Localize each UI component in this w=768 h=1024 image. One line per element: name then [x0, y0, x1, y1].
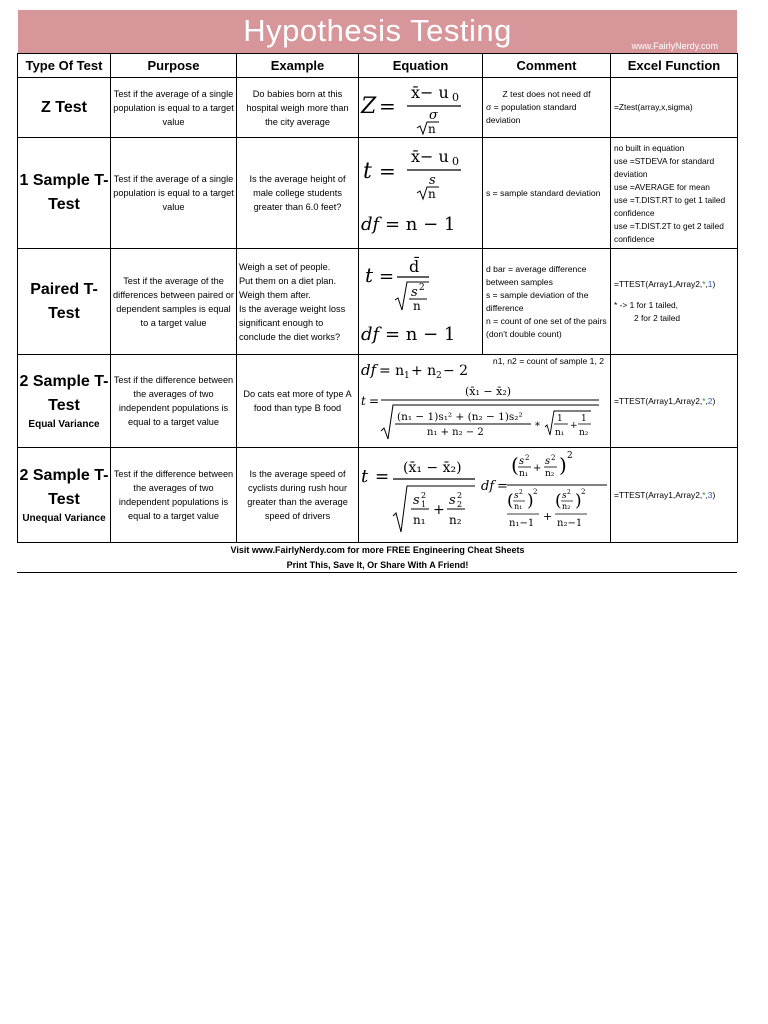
svg-text:n₂: n₂: [449, 513, 462, 527]
svg-text:1: 1: [581, 414, 587, 424]
svg-text:x̄− u: x̄− u: [411, 147, 449, 166]
footer-rule: [17, 572, 737, 573]
svg-text:=: =: [379, 93, 396, 118]
excel-formula: =TTEST(Array1,Array2,*,1): [614, 279, 716, 289]
svg-text:2: 2: [533, 488, 538, 496]
svg-text:+: +: [433, 502, 445, 518]
svg-text:=: =: [369, 394, 380, 408]
equation-2-sample-equal: [359, 355, 611, 448]
svg-text:n₂: n₂: [545, 469, 555, 479]
comment-line: d bar = average difference between samples: [486, 263, 587, 287]
excel-note: 2 for 2 tailed: [634, 313, 681, 323]
excel-line: no built in equation: [614, 143, 685, 153]
svg-text:2: 2: [436, 371, 442, 381]
equation-z: [359, 78, 483, 138]
example-text: Do babies born at this hospital weigh more than the city average: [237, 78, 359, 138]
table-header-row: [18, 54, 738, 78]
excel-fn: =TTEST(Array1,Array2,: [614, 279, 703, 289]
test-type: Paired T-Test: [18, 249, 111, 355]
svg-text:s: s: [413, 493, 420, 508]
svg-text:Z: Z: [361, 93, 377, 119]
svg-text:n₁: n₁: [555, 428, 565, 438]
example-line: Weigh them after.: [239, 289, 311, 300]
comment-cell: [483, 138, 611, 249]
svg-text:= n − 1: = n − 1: [385, 323, 456, 345]
svg-text:0: 0: [452, 155, 459, 168]
equation-2-sample-unequal: [359, 448, 611, 543]
excel-function: [611, 249, 738, 355]
svg-text:2: 2: [519, 489, 523, 496]
svg-text:n₂: n₂: [562, 502, 571, 511]
svg-text:0: 0: [452, 90, 459, 104]
comment-line: s = sample deviation of the difference: [486, 289, 589, 313]
excel-note: * -> 1 for 1 tailed,: [614, 300, 679, 310]
svg-text:n: n: [428, 121, 436, 136]
excel-tail-arg: *: [702, 489, 706, 500]
table-row: [18, 448, 738, 543]
col-header-example: Example: [237, 54, 359, 78]
svg-text:t: t: [361, 394, 366, 408]
svg-text:s: s: [411, 284, 418, 300]
comment-line: n = count of one set of the pairs (don't double count): [486, 315, 607, 339]
excel-function: [611, 138, 738, 249]
excel-line: use =AVERAGE for mean: [614, 182, 710, 192]
excel-type-arg: 3: [707, 489, 713, 500]
svg-text:n₂: n₂: [579, 428, 589, 438]
svg-text:(n₁ − 1)s₁² + (n₂ − 1)s₂²: (n₁ − 1)s₁² + (n₂ − 1)s₂²: [397, 411, 523, 423]
purpose-text: Test if the difference between the averages of two independent populations is equal to a target value: [111, 355, 237, 448]
svg-text:σ: σ: [429, 107, 438, 123]
svg-text:+: +: [570, 421, 578, 431]
svg-text:df: df: [361, 361, 377, 379]
svg-text:=: =: [379, 159, 396, 183]
test-type-sub: Unequal Variance: [22, 513, 106, 524]
col-header-type: Type Of Test: [18, 54, 111, 78]
svg-text:2: 2: [457, 500, 463, 509]
purpose-text: Test if the difference between the averages of two independent populations is equal to a target value: [111, 448, 237, 543]
col-header-equation: Equation: [359, 54, 483, 78]
table-row: [18, 138, 738, 249]
svg-text:(: (: [507, 491, 514, 511]
footer-visit-text: Visit www.FairlyNerdy.com for more FREE Engineering Cheat Sheets: [230, 545, 525, 555]
example-text: Is the average height of male college students greater than 6.0 feet?: [237, 138, 359, 249]
excel-function: =TTEST(Array1,Array2,*,2): [611, 355, 738, 448]
test-type-name: 1 Sample T-Test: [19, 172, 109, 213]
page-title: Hypothesis Testing: [243, 13, 512, 48]
comment-cell: [483, 78, 611, 138]
excel-fn: =TTEST(Array1,Array2,: [614, 489, 703, 500]
example-line: Put them on a diet plan.: [239, 275, 337, 286]
svg-text:t: t: [365, 262, 374, 287]
test-type: Z Test: [18, 78, 111, 138]
svg-text:2: 2: [525, 454, 530, 462]
svg-text:s: s: [429, 173, 436, 188]
test-type-sub: Equal Variance: [28, 419, 100, 430]
svg-text:s: s: [514, 491, 519, 501]
excel-type-arg: 2: [707, 395, 713, 406]
svg-text:n₁: n₁: [519, 469, 529, 479]
svg-text:(: (: [511, 453, 519, 477]
test-type: [18, 448, 111, 543]
example-line: Is the average weight loss significant enough to conclude the diet works?: [239, 303, 346, 342]
example-text: Is the average speed of cyclists during rush hour greater than the average speed of drivers: [237, 448, 359, 543]
title-banner: [18, 10, 737, 53]
svg-text:=: =: [497, 479, 508, 494]
excel-line: use =T.DIST.RT to get 1 tailed confidence: [614, 195, 726, 218]
svg-text:df: df: [361, 214, 380, 235]
svg-text:n₁−1: n₁−1: [509, 518, 535, 529]
svg-text:=: =: [375, 467, 390, 487]
svg-text:− 2: − 2: [443, 363, 469, 379]
purpose-text: Test if the average of the differences between paired or dependent samples is equal to a target value: [111, 249, 237, 355]
excel-fn: =TTEST(Array1,Array2,: [614, 395, 703, 406]
svg-text:2: 2: [457, 491, 463, 500]
comment-line: σ = population standard deviation: [486, 102, 577, 125]
excel-tail-arg: *: [702, 279, 706, 289]
comment-line: Z test does not need df: [502, 89, 591, 99]
svg-text:s: s: [519, 456, 525, 467]
svg-text:n: n: [413, 298, 421, 313]
svg-text:(: (: [555, 491, 562, 511]
svg-text:t: t: [363, 159, 372, 184]
svg-text:(x̄₁ − x̄₂): (x̄₁ − x̄₂): [403, 460, 462, 476]
svg-text:s: s: [562, 491, 567, 501]
svg-text:df: df: [481, 479, 495, 494]
equation-paired-t: [359, 249, 483, 355]
excel-tail-arg: *: [702, 395, 706, 406]
svg-text:df: df: [361, 323, 380, 345]
excel-function: =Ztest(array,x,sigma): [611, 78, 738, 138]
excel-line: use =T.DIST.2T to get 2 tailed confidence: [614, 221, 724, 244]
test-type-name: 2 Sample T-Test: [19, 467, 109, 508]
svg-text:1: 1: [421, 500, 427, 509]
excel-line: use =STDEVA for standard deviation: [614, 156, 715, 179]
comment-cell: [483, 249, 611, 355]
svg-text:= n − 1: = n − 1: [385, 214, 456, 235]
col-header-purpose: Purpose: [111, 54, 237, 78]
svg-text:n₁ + n₂ − 2: n₁ + n₂ − 2: [427, 427, 484, 438]
svg-text:= n: = n: [379, 363, 405, 379]
site-url: www.FairlyNerdy.com: [631, 41, 718, 51]
svg-text:2: 2: [567, 489, 571, 496]
svg-text:1: 1: [557, 414, 563, 424]
svg-text:n₁: n₁: [413, 513, 426, 527]
test-type: [18, 138, 111, 249]
footer-share-text: Print This, Save It, Or Share With A Friend!: [286, 560, 469, 570]
hypothesis-table: [17, 53, 738, 543]
svg-text:1: 1: [404, 371, 410, 381]
example-line: Weigh a set of people.: [239, 261, 331, 272]
svg-text:): ): [559, 453, 567, 477]
example-text: [237, 249, 359, 355]
svg-text:*: *: [535, 421, 540, 432]
svg-text:n₂−1: n₂−1: [557, 518, 583, 529]
svg-text:): ): [575, 491, 582, 511]
table-row: [18, 78, 738, 138]
svg-text:+ n: + n: [411, 363, 437, 379]
svg-text:t: t: [361, 466, 369, 487]
svg-text:s: s: [449, 493, 456, 508]
svg-text:s: s: [545, 456, 551, 467]
svg-text:+: +: [543, 510, 553, 523]
excel-function: =TTEST(Array1,Array2,*,3): [611, 448, 738, 543]
svg-text:x̄− u: x̄− u: [411, 82, 449, 102]
comment-line: s = sample standard deviation: [486, 187, 601, 198]
svg-text:2: 2: [419, 282, 425, 293]
svg-text:(x̄₁ − x̄₂): (x̄₁ − x̄₂): [465, 385, 512, 398]
svg-text:2: 2: [581, 488, 586, 496]
comment-text: n1, n2 = count of sample 1, 2: [492, 356, 604, 366]
svg-text:n: n: [428, 187, 436, 201]
table-row: [18, 249, 738, 355]
example-text: Do cats eat more of type A food than type B food: [237, 355, 359, 448]
purpose-text: Test if the average of a single population is equal to a target value: [111, 78, 237, 138]
svg-text:2: 2: [551, 454, 556, 462]
col-header-excel: Excel Function: [611, 54, 738, 78]
test-type: [18, 355, 111, 448]
excel-type-arg: 1: [707, 279, 713, 289]
svg-text:d̄: d̄: [409, 256, 420, 276]
svg-text:2: 2: [567, 451, 573, 461]
purpose-text: Test if the average of a single population is equal to a target value: [111, 138, 237, 249]
svg-text:2: 2: [421, 491, 427, 500]
equation-1-sample-t: [359, 138, 483, 249]
svg-text:n₁: n₁: [514, 502, 523, 511]
test-type-name: 2 Sample T-Test: [19, 373, 109, 414]
table-row: [18, 355, 738, 448]
svg-text:): ): [527, 491, 534, 511]
svg-text:=: =: [379, 265, 395, 287]
col-header-comment: Comment: [483, 54, 611, 78]
svg-text:+: +: [533, 463, 542, 474]
